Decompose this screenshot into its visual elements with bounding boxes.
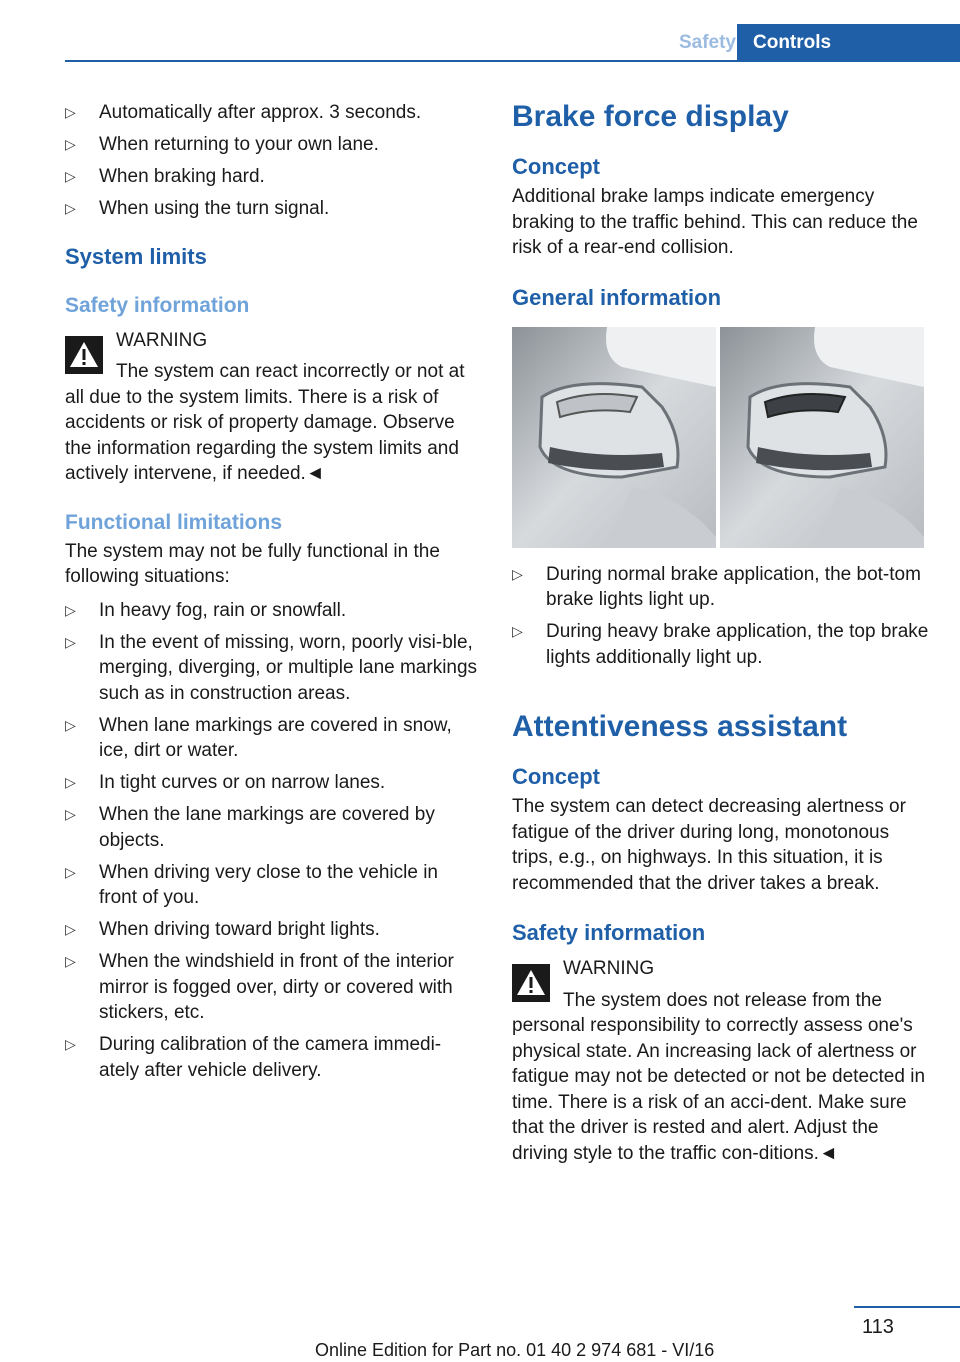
warning-triangle-icon — [512, 964, 550, 1002]
triangle-right-icon: ▷ — [512, 623, 523, 639]
edition-footer: Online Edition for Part no. 01 40 2 974 681 - VI/16 — [315, 1340, 715, 1360]
triangle-right-icon: ▷ — [65, 863, 76, 880]
warning-triangle-icon — [65, 336, 103, 374]
triangle-right-icon: ▷ — [65, 1036, 76, 1052]
triangle-right-icon: ▷ — [512, 565, 523, 582]
list-item: ▷ When the lane markings are covered by objects. — [65, 804, 435, 851]
triangle-right-icon: ▷ — [65, 633, 76, 650]
list-item: ▷ During heavy brake application, the top brake lights additionally light up. — [512, 621, 929, 668]
tab-controls[interactable]: Controls — [737, 24, 960, 62]
left-column — [65, 100, 478, 1090]
triangle-right-icon: ▷ — [65, 921, 76, 937]
triangle-right-icon: ▷ — [65, 168, 76, 184]
triangle-right-icon: ▷ — [65, 200, 76, 216]
triangle-right-icon: ▷ — [65, 136, 76, 152]
warning-box-2 — [512, 956, 932, 1166]
list-item: ▷ During calibration of the camera immedi‐ately after vehicle delivery. — [65, 1034, 442, 1081]
list-item: ▷ When braking hard. — [65, 164, 478, 190]
list-item: ▷ In the event of missing, worn, poorly visi‐ble, merging, diverging, or multiple lane markings such as in construction areas. — [65, 631, 478, 704]
triangle-right-icon: ▷ — [65, 953, 76, 969]
heavy-brake-image — [720, 327, 924, 548]
list-item: ▷ In heavy fog, rain or snowfall. — [65, 598, 478, 624]
tab-safety[interactable]: Safety — [678, 32, 736, 53]
list-item: ▷ When lane markings are covered in snow, ice, dirt or water. — [65, 714, 452, 761]
brake-force-title: Brake force display — [512, 100, 789, 133]
footer-rule — [854, 1306, 960, 1308]
bullet-list-functional — [65, 598, 478, 1084]
bullet-list-brake — [512, 562, 932, 671]
attentiveness-title: Attentiveness assistant — [512, 710, 848, 743]
concept-heading: Concept — [512, 154, 600, 179]
concept2-heading: Concept — [512, 764, 600, 789]
triangle-right-icon: ▷ — [65, 716, 76, 733]
list-item: ▷ Automatically after approx. 3 seconds. — [65, 100, 478, 126]
list-item: ▷ When the windshield in front of the interior mirror is fogged over, dirty or covered with stickers, etc. — [65, 951, 454, 1023]
concept2-text: The system can detect decreasing alertness or fatigue of the driver during long, monotonous trips, e.g., on highways. In this situation, it is recommended that the driver takes a break. — [512, 796, 906, 894]
brake-lights-figure — [512, 327, 924, 548]
triangle-right-icon: ▷ — [65, 601, 76, 618]
warning-box — [65, 328, 478, 487]
list-item: ▷ When driving very close to the vehicle in front of you. — [65, 861, 438, 908]
warning-label: WARNING — [116, 329, 208, 351]
safety-info-heading: Safety information — [65, 293, 250, 317]
list-item: ▷ When driving toward bright lights. — [65, 917, 478, 943]
triangle-right-icon: ▷ — [65, 806, 76, 822]
concept-text: Additional brake lamps indicate emergency braking to the traffic behind. This can reduce the risk of a rear-end collision. — [512, 186, 918, 258]
list-item: ▷ In tight curves or on narrow lanes. — [65, 770, 478, 796]
functional-limitations-heading: Functional limitations — [65, 510, 283, 534]
list-item: ▷ When returning to your own lane. — [65, 132, 478, 158]
bullet-list-top — [65, 100, 478, 222]
functional-intro: The system may not be fully functional in the following situations: — [65, 540, 440, 587]
list-item: ▷ During normal brake application, the bot‐tom brake lights light up. — [512, 563, 921, 610]
warning-text: The system can react incorrectly or not at all due to the system limits. There is a risk of accidents or risk of property damage. Observe the information regarding the system limits and actively intervene, if needed.◄ — [65, 361, 465, 484]
safety2-heading: Safety information — [512, 920, 706, 945]
triangle-right-icon: ▷ — [65, 774, 76, 790]
system-limits-heading: System limits — [65, 243, 207, 269]
warning-text: The system does not release from the personal responsibility to correctly assess one's physical state. An increasing lack of alertness or fatigue may not be detected or not be detected in time. There is a risk of an acci‐dent. Make sure that the driver is rested and alert. Adjust the driving style to the traffic con‐ditions.◄ — [512, 989, 926, 1164]
list-item: ▷ When using the turn signal. — [65, 196, 478, 222]
page-number: 113 — [862, 1316, 894, 1338]
general-info-heading: General information — [512, 284, 722, 310]
warning-label: WARNING — [563, 958, 655, 979]
right-column — [512, 100, 932, 1166]
triangle-right-icon: ▷ — [65, 104, 76, 120]
normal-brake-image — [512, 327, 716, 548]
